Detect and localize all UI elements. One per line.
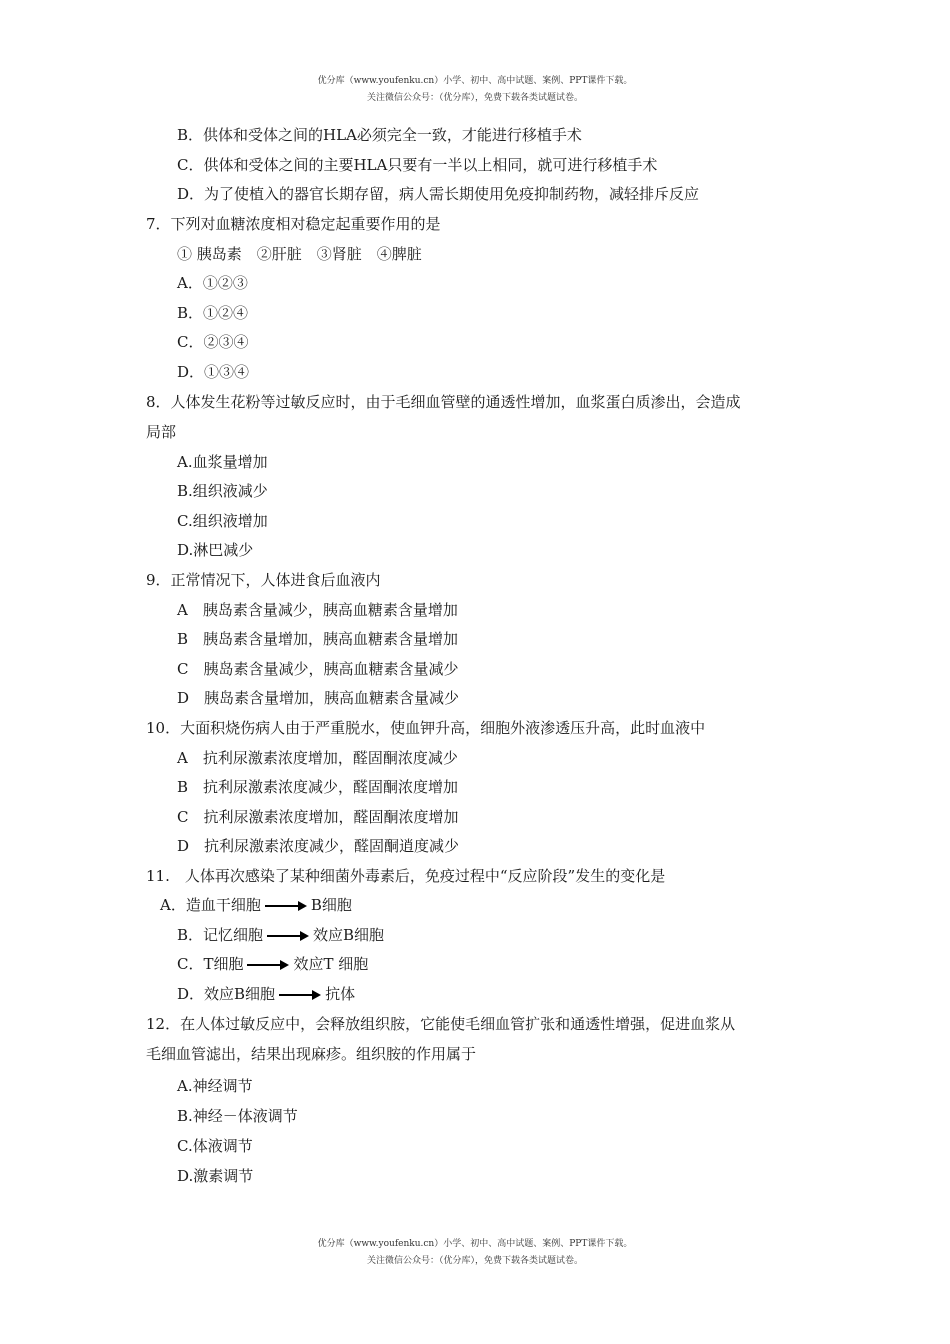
q11-c-from: C．T细胞 (177, 955, 244, 973)
q8-option-a: A.血浆量增加 (177, 453, 268, 471)
q11-b-to: 效应B细胞 (313, 926, 385, 944)
q11-c-to: 效应T 细胞 (293, 955, 369, 973)
q11-option-d (177, 983, 355, 1005)
q8-option-b: B.组织液减少 (177, 482, 268, 500)
q11-a-to: B细胞 (310, 896, 352, 914)
q11-option-c (177, 953, 368, 975)
q11-option-a (160, 894, 352, 916)
q8-stem-line-2: 局部 (146, 423, 177, 441)
q10-option-b: B 抗利尿激素浓度减少，醛固酮浓度增加 (177, 778, 459, 796)
q10-option-d: D 抗利尿激素浓度减少，醛固酮逍度减少 (177, 837, 460, 855)
q7-option-d: D．①③④ (177, 363, 250, 381)
arrow-right-icon (265, 901, 307, 911)
q11-d-to: 抗体 (325, 985, 356, 1003)
q10-option-c: C 抗利尿激素浓度增加，醛固酮浓度增加 (177, 808, 459, 826)
arrow-right-icon (267, 931, 309, 941)
q7-option-a: A．①②③ (177, 274, 248, 292)
q11-b-from: B．记忆细胞 (177, 926, 264, 944)
arrow-right-icon (247, 960, 289, 970)
q9-option-d: D 胰岛素含量增加，胰高血糖素含量减少 (177, 689, 460, 707)
footer-line-1: 优分库（www.youfenku.cn）小学、初中、高中试题、案例、PPT课件下载。 (317, 1239, 633, 1249)
q7-option-c: C．②③④ (177, 333, 249, 351)
q6-option-b: B．供体和受体之间的HLA必须完全一致，才能进行移植手术 (177, 126, 582, 144)
q12-stem-line-2: 毛细血管滤出，结果出现麻疹。组织胺的作用属于 (146, 1045, 477, 1063)
header-line-1: 优分库（www.youfenku.cn）小学、初中、高中试题、案例、PPT课件下载。 (317, 76, 633, 86)
page-header (0, 73, 950, 107)
q10-option-a: A 抗利尿激素浓度增加，醛固酮浓度减少 (177, 749, 458, 767)
q9-option-a: A 胰岛素含量减少，胰高血糖素含量增加 (177, 601, 458, 619)
footer-line-2: 关注微信公众号：（优分库），免费下载各类试题试卷。 (366, 1256, 583, 1266)
q12-option-b: B.神经－体液调节 (177, 1107, 298, 1125)
q11-stem: 11. 人体再次感染了某种细菌外毒素后，免疫过程中“反应阶段”发生的变化是 (146, 867, 666, 885)
q8-option-d: D.淋巴减少 (177, 541, 254, 559)
page-footer (0, 1236, 950, 1270)
q6-option-c: C．供体和受体之间的主要HLA只要有一半以上相同，就可进行移植手术 (177, 156, 658, 174)
q7-option-b: B．①②④ (177, 304, 249, 322)
q11-a-from: A．造血干细胞 (160, 896, 261, 914)
q7-items: ① 胰岛素 ②肝脏 ③肾脏 ④脾脏 (177, 245, 422, 263)
q11-d-from: D．效应B细胞 (177, 985, 276, 1003)
q12-option-c: C.体液调节 (177, 1137, 253, 1155)
header-line-2: 关注微信公众号：（优分库），免费下载各类试题试卷。 (366, 93, 583, 103)
q9-stem: 9．正常情况下，人体进食后血液内 (146, 571, 381, 589)
q9-option-c: C 胰岛素含量减少，胰高血糖素含量减少 (177, 660, 459, 678)
q6-option-d: D．为了使植入的器官长期存留，病人需长期使用免疫抑制药物，减轻排斥反应 (177, 185, 700, 203)
q8-option-c: C.组织液增加 (177, 512, 268, 530)
q12-option-a: A.神经调节 (177, 1077, 253, 1095)
q11-option-b (177, 924, 384, 946)
q12-stem-line-1: 12．在人体过敏反应中，会释放组织胺，它能使毛细血管扩张和通透性增强，促进血浆从 (146, 1015, 736, 1033)
q10-stem: 10．大面积烧伤病人由于严重脱水，使血钾升高，细胞外液渗透压升高，此时血液中 (146, 719, 706, 737)
q9-option-b: B 胰岛素含量增加，胰高血糖素含量增加 (177, 630, 459, 648)
q8-stem-line-1: 8．人体发生花粉等过敏反应时，由于毛细血管壁的通透性增加，血浆蛋白质渗出，会造成 (146, 393, 741, 411)
arrow-right-icon (279, 990, 321, 1000)
q12-option-d: D.激素调节 (177, 1167, 254, 1185)
q7-stem: 7．下列对血糖浓度相对稳定起重要作用的是 (146, 215, 441, 233)
